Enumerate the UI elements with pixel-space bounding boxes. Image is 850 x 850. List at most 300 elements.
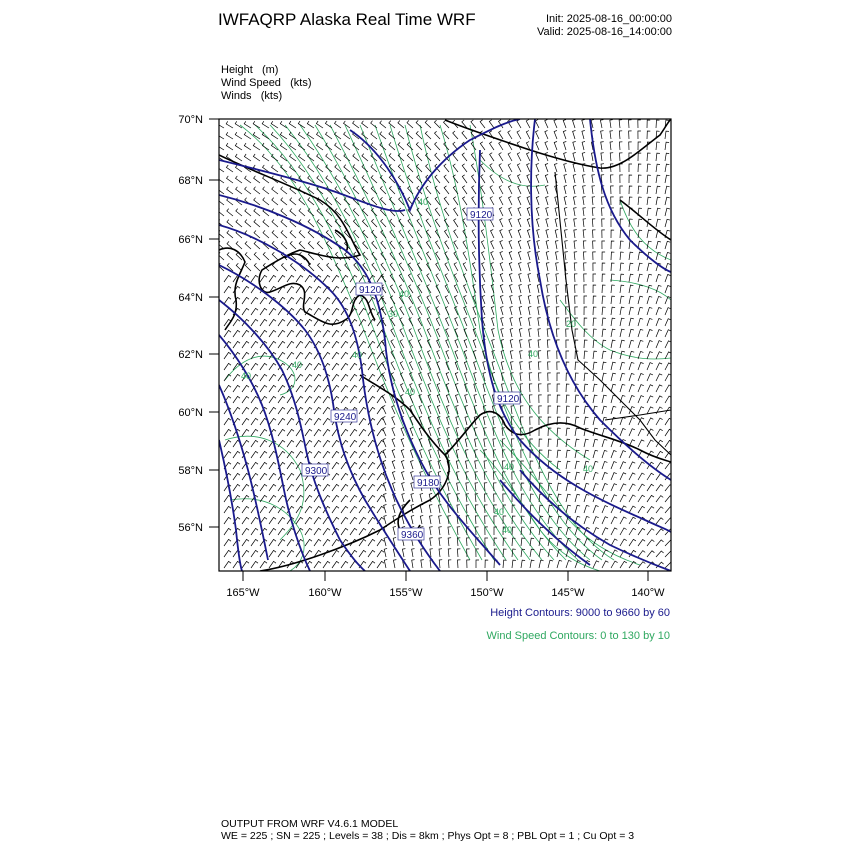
wind-barb (281, 165, 287, 172)
wind-barb (629, 373, 634, 381)
wind-barb (368, 396, 375, 403)
wind-barb (445, 263, 449, 271)
wind-barb (472, 186, 476, 194)
wind-barb (611, 274, 615, 282)
wind-barb (278, 275, 285, 282)
wind-barb (638, 131, 641, 139)
wind-barb (398, 142, 404, 150)
wind-barb (665, 175, 670, 183)
wind-barb (344, 143, 350, 150)
height-label: 9180 (417, 478, 440, 489)
wind-barb (242, 561, 249, 568)
wind-barb (359, 528, 366, 535)
wind-barb (629, 164, 632, 172)
wind-barb (251, 407, 258, 414)
wind-barb (236, 209, 242, 216)
wind-barb (435, 219, 440, 227)
wind-barb (290, 230, 296, 238)
wind-barb (620, 285, 624, 293)
wind-barb (299, 165, 305, 172)
wind-barb (583, 186, 586, 194)
wind-barb (251, 319, 258, 326)
wind-barb (453, 197, 458, 205)
wind-barb (350, 517, 357, 524)
wind-barb (546, 252, 549, 261)
wind-barb (430, 538, 433, 546)
wind-barb (593, 351, 597, 359)
wind-barb (500, 241, 503, 250)
wind-barb (520, 373, 523, 381)
wind-barb (314, 297, 321, 304)
wind-barb (610, 120, 613, 128)
wind-barb (359, 506, 366, 513)
wind-barb (278, 539, 285, 546)
wind-barb (647, 540, 654, 546)
wind-barb (593, 506, 599, 514)
wind-barb (217, 132, 224, 139)
longitude-labels (226, 587, 665, 599)
wind-barb (251, 418, 258, 425)
wind-barb (462, 186, 467, 194)
wind-barb (314, 517, 321, 524)
wind-barb (566, 428, 570, 436)
wind-barb (224, 550, 231, 557)
wind-barb (503, 494, 506, 502)
wind-barb (426, 186, 431, 194)
wind-barb (656, 330, 662, 337)
lat-label: 68°N (178, 175, 203, 187)
wind-barb (518, 241, 521, 250)
wind-barb (399, 230, 404, 238)
wind-barb (493, 417, 496, 425)
wind-barb (556, 296, 559, 304)
wind-barb (325, 121, 332, 128)
wind-barb (520, 340, 523, 348)
wind-barb (439, 560, 442, 568)
wind-barb (566, 395, 570, 403)
wind-barb (517, 164, 521, 173)
wind-barb (407, 120, 413, 128)
wind-barb (437, 351, 440, 360)
wind-barb (448, 494, 451, 502)
wind-barb (341, 495, 348, 502)
lat-label: 70°N (178, 114, 203, 126)
wind-barb (400, 362, 404, 371)
wind-barb (656, 507, 663, 513)
wind-barb (473, 340, 476, 349)
wind-barb (242, 528, 249, 535)
wind-barb (647, 208, 651, 216)
wind-barb (629, 219, 633, 227)
wind-barb (251, 561, 258, 568)
wind-barb (511, 439, 514, 447)
wind-barb (430, 516, 433, 524)
wind-barb (647, 341, 653, 349)
wind-barb (444, 164, 449, 172)
wind-barb (224, 539, 231, 546)
height-label: 9240 (334, 412, 357, 423)
wind-barb (305, 297, 312, 304)
wind-barb (393, 527, 396, 536)
wind-barb (647, 440, 654, 447)
wind-barb (383, 417, 386, 426)
lon-label: 140°W (631, 587, 665, 599)
wind-barb (332, 462, 339, 469)
model-info (221, 818, 634, 842)
wind-barb (299, 209, 305, 217)
wind-barb (287, 462, 294, 469)
wind-barb (638, 164, 641, 172)
wind-barb (517, 131, 521, 139)
wind-barb (402, 472, 405, 481)
wind-barb (499, 131, 503, 139)
wind-barb (519, 263, 522, 272)
wind-barb (473, 307, 476, 316)
field-winds: Winds (kts) (221, 90, 283, 102)
wind-barb (272, 154, 279, 161)
wind-barb (475, 450, 478, 458)
wind-barb (384, 560, 387, 569)
wind-barb (454, 296, 458, 305)
wind-barb (332, 363, 339, 370)
wind-barb (278, 451, 285, 458)
wind-barb (611, 252, 614, 260)
wind-barb (262, 121, 269, 128)
wind-barb (564, 186, 567, 195)
wind-barb (377, 275, 384, 282)
wind-barb (584, 340, 588, 348)
wind-barb (368, 451, 375, 458)
wind-barb (317, 176, 323, 183)
wind-barb (491, 296, 494, 305)
wind-barb (611, 362, 616, 370)
wind-barb (519, 318, 522, 327)
wind-barb (538, 307, 541, 315)
wind-barb (491, 230, 495, 239)
wind-barb (435, 175, 440, 183)
wind-barb (463, 252, 467, 261)
wind-barb (417, 230, 422, 238)
wind-barb (314, 429, 321, 436)
wind-barb (227, 252, 233, 260)
wind-barb (492, 362, 495, 371)
wind-barb (408, 263, 413, 271)
wind-barb (420, 450, 423, 459)
wind-barb (371, 197, 377, 205)
wind-barb (287, 286, 294, 293)
wind-barb (629, 484, 635, 491)
field-wind-speed: Wind Speed (kts) (221, 77, 312, 89)
wind-barb (556, 329, 559, 337)
wind-barb (665, 330, 671, 337)
wind-barb (417, 252, 422, 260)
wind-barb (332, 352, 339, 359)
wind-barb (557, 373, 560, 381)
wind-barb (620, 528, 627, 535)
wind-barb (527, 164, 530, 173)
wind-barb (224, 561, 231, 568)
wind-barb (471, 120, 476, 128)
wind-barb (427, 318, 431, 327)
wind-barb (317, 241, 323, 249)
wind-barb (482, 263, 485, 272)
wind-barb (584, 307, 587, 315)
wind-barb (407, 164, 413, 172)
wind-barb (574, 230, 577, 238)
wind-barb (462, 131, 467, 139)
wind-barb (446, 395, 449, 404)
wind-barb (269, 462, 276, 469)
wind-barb (573, 142, 576, 151)
wind-barb (287, 341, 294, 348)
wind-barb (546, 241, 549, 250)
wind-barb (384, 538, 387, 547)
wind-barb (620, 186, 623, 194)
wind-barb (483, 395, 486, 404)
wind-barb (463, 197, 468, 205)
wind-barb (251, 275, 258, 282)
wind-barb (368, 561, 375, 568)
wind-barb (584, 406, 588, 414)
wind-barb (371, 132, 377, 139)
wind-barb (235, 154, 242, 161)
wind-barb (392, 417, 395, 426)
wind-barb (521, 538, 525, 546)
wind-barb (445, 241, 449, 249)
wind-barb (359, 473, 366, 480)
wind-barb (263, 252, 269, 260)
wind-barb (278, 429, 285, 436)
wind-barb (638, 142, 641, 150)
wind-barb (436, 274, 440, 282)
wind-barb (278, 440, 285, 447)
wind-barb (326, 165, 332, 172)
wind-barb (372, 263, 377, 271)
wind-barb (254, 198, 260, 205)
wind-barb (557, 516, 562, 524)
wind-barb (465, 373, 468, 382)
wind-barb (353, 154, 359, 161)
wind-barb (455, 384, 458, 393)
wind-barb (269, 275, 276, 282)
wind-barb (536, 164, 539, 173)
wind-barb (296, 275, 303, 282)
wind-barb (251, 539, 258, 546)
wind-barb (499, 142, 503, 150)
wind-barb (611, 175, 614, 183)
wind-barb (529, 373, 532, 381)
wind-barb (665, 197, 670, 205)
wind-barb (602, 406, 607, 414)
wind-barb (510, 329, 513, 338)
wind-barb (242, 517, 249, 524)
wind-barb (490, 153, 494, 161)
wind-barb (260, 418, 267, 425)
wind-barb (536, 197, 539, 206)
wind-barb (380, 143, 386, 151)
wind-barb (620, 395, 625, 403)
wind-barb (314, 308, 321, 315)
wind-barb (647, 374, 653, 381)
wind-barb (629, 230, 633, 238)
wind-barb (427, 340, 431, 349)
wind-barb (493, 428, 496, 436)
wind-barb (629, 252, 633, 260)
wind-label: 40 (241, 371, 252, 381)
wind-barb (583, 230, 586, 238)
wind-barb (537, 241, 540, 250)
wind-barb (384, 494, 387, 503)
wind-barb (332, 495, 339, 502)
wind-barb (510, 285, 513, 294)
wind-barb (520, 351, 523, 359)
wind-barb (362, 121, 368, 128)
wind-barb (353, 208, 359, 216)
init-time: Init: 2025-08-16_00:00:00 (546, 13, 672, 25)
wind-barb (491, 307, 494, 316)
wind-barb (494, 483, 497, 491)
wind-barb (593, 329, 597, 337)
wind-barb (287, 297, 294, 304)
wind-barb (547, 296, 550, 304)
wind-barb (511, 362, 514, 370)
wind-barb (647, 307, 652, 315)
wind-barb (233, 462, 240, 469)
wind-barb (444, 131, 449, 139)
wind-barb (371, 186, 377, 194)
wind-barb (566, 340, 569, 348)
wind-barb (656, 175, 660, 183)
wind-barb (501, 362, 504, 371)
wind-barb (566, 450, 570, 458)
wind-barb (593, 241, 596, 249)
wind-barb (260, 297, 267, 304)
wind-barb (323, 528, 330, 535)
wind-barb (665, 164, 669, 172)
wind-barb (566, 351, 569, 359)
wind-barb (242, 330, 249, 337)
wind-barb (566, 505, 571, 513)
wind-barb (665, 308, 671, 315)
wind-barb (289, 121, 296, 128)
wind-barb (491, 252, 494, 261)
wind-barb (573, 164, 576, 173)
wind-barb (482, 252, 486, 261)
wind-barb (530, 560, 534, 568)
wind-barb (537, 230, 540, 239)
wind-barb (323, 396, 330, 403)
wind-barb (593, 274, 596, 282)
wind-barb (323, 407, 330, 414)
wind-barb (263, 198, 269, 205)
wind-barb (278, 407, 285, 414)
wind-barb (593, 517, 599, 524)
wind-barb (332, 506, 339, 513)
wind-barb (425, 142, 431, 150)
wind-barb (332, 550, 339, 557)
wind-barb (584, 494, 589, 502)
wind-barb (647, 186, 651, 194)
wind-barb (512, 516, 515, 524)
wind-barb (287, 319, 294, 326)
wind-barb (528, 285, 531, 294)
wind-barb (278, 385, 285, 392)
wind-barb (593, 384, 597, 392)
wind-barb (296, 440, 303, 447)
wind-barb (462, 153, 467, 161)
wind-barb (260, 308, 267, 315)
wind-barb (287, 275, 294, 282)
wind-barb (629, 362, 634, 370)
wind-barb (359, 462, 366, 469)
wind-barb (557, 560, 562, 568)
wind-barb (332, 517, 339, 524)
wind-barb (656, 219, 661, 227)
wind-barb (656, 153, 660, 161)
wind-barb (545, 153, 548, 162)
wind-barb (481, 230, 485, 239)
wind-barb (467, 560, 470, 568)
wind-barb (341, 330, 348, 337)
wind-barb (557, 450, 561, 458)
wind-barb (383, 406, 387, 415)
wind-barb (236, 176, 243, 183)
wind-barb (647, 230, 652, 238)
wind-barb (611, 285, 615, 293)
wind-barb (548, 450, 552, 458)
wind-barb (251, 517, 258, 524)
wind-barb (474, 362, 477, 371)
wind-barb (401, 461, 404, 470)
wind-barb (629, 539, 636, 546)
wind-barb (582, 131, 585, 140)
wind-barb (602, 285, 606, 293)
wind-barb (466, 461, 469, 469)
wind-barb (602, 461, 607, 469)
wind-barb (638, 120, 641, 128)
wind-barb (305, 495, 312, 502)
wind-barb (546, 263, 549, 271)
wind-barb (287, 473, 294, 480)
wind-barb (584, 516, 590, 524)
wind-barb (546, 208, 549, 217)
wind-barb (233, 396, 240, 403)
wind-barb (629, 351, 634, 359)
wind-barb (251, 363, 258, 370)
wind-barb (502, 384, 505, 392)
wind-barb (575, 296, 578, 304)
model-version: OUTPUT FROM WRF V4.6.1 MODEL (221, 818, 399, 830)
wind-barb (393, 560, 396, 568)
wind-barb (620, 329, 625, 337)
wind-barb (475, 461, 478, 469)
wind-barb (341, 374, 348, 381)
wind-label: 40 (418, 197, 429, 207)
wind-barb (245, 187, 251, 194)
wind-barb (602, 296, 606, 304)
wind-barb (484, 461, 487, 469)
wind-barb (260, 374, 267, 381)
wind-barb (251, 550, 258, 557)
wind-barb (308, 176, 314, 183)
wind-barb (656, 407, 663, 414)
wind-barb (411, 516, 414, 525)
wind-barb (656, 396, 662, 403)
wind-barb (269, 484, 276, 491)
wind-barb (418, 351, 422, 360)
wind-barb (436, 296, 440, 304)
wind-barb (665, 319, 671, 326)
